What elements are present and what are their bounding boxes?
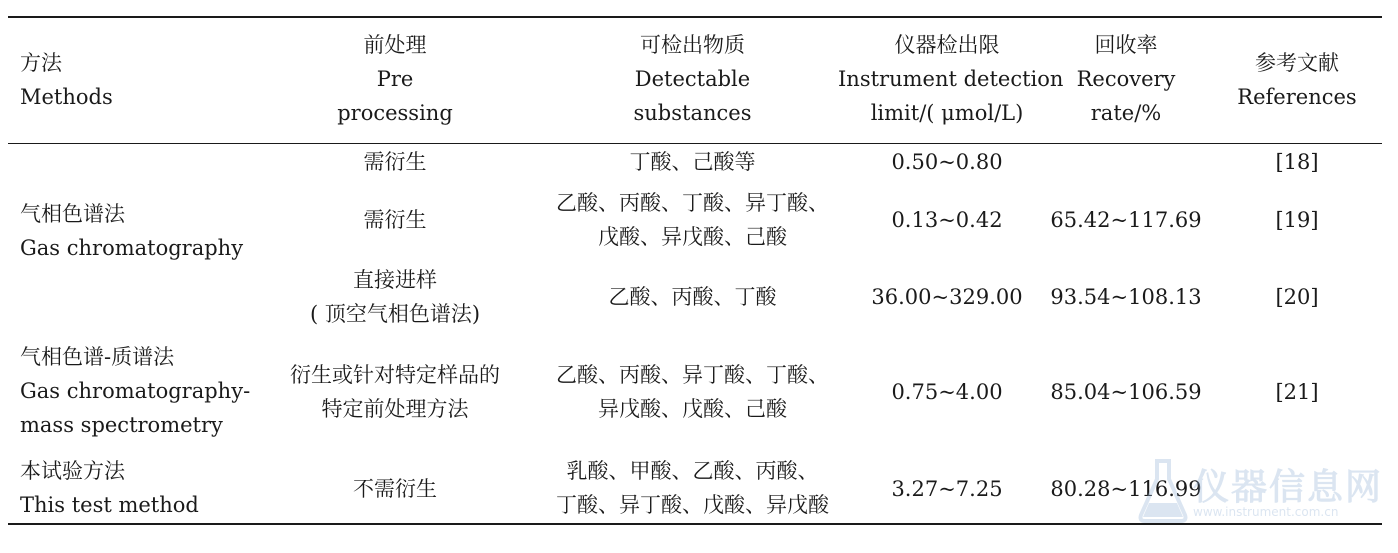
- table-row: [255, 203, 535, 237]
- row5-recovery: 80.28~116.99: [1050, 477, 1202, 501]
- table-row: [255, 263, 535, 331]
- watermark: [1135, 455, 1385, 527]
- row2-limit: 0.13~0.42: [891, 208, 1003, 232]
- row5-detect-line1: 乳酸、甲酸、乙酸、丙酸、: [566, 459, 819, 483]
- header-pre-en1: Pre: [376, 67, 414, 91]
- header-method-zh: 方法: [20, 51, 62, 75]
- table-row: [255, 145, 535, 179]
- header-pre-en2: processing: [337, 101, 453, 125]
- header-detect-en1: Detectable: [634, 67, 751, 91]
- row3-ref: [20]: [1275, 285, 1319, 309]
- watermark-text: 仪器信息网: [1193, 467, 1384, 508]
- row1-ref: [18]: [1275, 150, 1319, 174]
- row4-detect-line1: 乙酸、丙酸、异丁酸、丁酸、: [556, 363, 829, 387]
- header-refs: [1212, 46, 1382, 114]
- header-method: [20, 46, 260, 114]
- header-limit-zh: 仪器检出限: [894, 33, 1000, 57]
- table-row: [255, 472, 535, 506]
- header-recovery: [1040, 28, 1212, 130]
- row4-pre-line2: 特定前处理方法: [321, 397, 469, 421]
- row2-recovery: 65.42~117.69: [1050, 208, 1202, 232]
- table-top-rule: [8, 16, 1382, 18]
- header-limit-en2: limit/( μmol/L): [870, 101, 1024, 125]
- group-gcms-zh: 气相色谱-质谱法: [20, 345, 175, 369]
- group-gcms-en2: mass spectrometry: [20, 413, 223, 437]
- group-gcms-en1: Gas chromatography-: [20, 379, 251, 403]
- row2-detect-line1: 乙酸、丙酸、丁酸、异丁酸、: [556, 191, 829, 215]
- group-this-zh: 本试验方法: [20, 459, 125, 483]
- watermark-logo-icon: [1135, 455, 1191, 525]
- row2-detect: [540, 186, 845, 254]
- row1-detect: [540, 145, 845, 179]
- row5-limit: 3.27~7.25: [891, 477, 1003, 501]
- row4-pre-line1: 衍生或针对特定样品的: [290, 363, 500, 387]
- row5-detect: [540, 454, 845, 522]
- header-pre: [255, 28, 535, 130]
- group-gcms: [20, 340, 260, 442]
- group-this-en: This test method: [20, 493, 199, 517]
- table-row: [255, 358, 535, 426]
- header-detect-en2: substances: [633, 101, 752, 125]
- row1-detect-line1: 丁酸、己酸等: [629, 150, 756, 174]
- row3-pre-line2: ( 顶空气相色谱法): [309, 302, 481, 326]
- group-gc-en: Gas chromatography: [20, 236, 244, 260]
- row4-ref: [21]: [1275, 380, 1319, 404]
- row3-limit: 36.00~329.00: [871, 285, 1023, 309]
- header-method-en: Methods: [20, 85, 113, 109]
- group-this: [20, 454, 260, 522]
- row3-recovery: 93.54~108.13: [1050, 285, 1202, 309]
- row1-pre: 需衍生: [363, 150, 427, 174]
- row5-detect-line2: 丁酸、异丁酸、戊酸、异戊酸: [556, 493, 829, 517]
- table-header-rule: [8, 143, 1382, 144]
- row3-detect-line1: 乙酸、丙酸、丁酸: [608, 285, 777, 309]
- group-gc: [20, 197, 260, 265]
- row2-ref: [19]: [1275, 208, 1319, 232]
- row3-detect: [540, 280, 845, 314]
- row2-pre: 需衍生: [363, 208, 427, 232]
- header-limit-en1: Instrument detection: [838, 67, 1064, 91]
- row4-recovery: 85.04~106.59: [1050, 380, 1202, 404]
- group-gc-zh: 气相色谱法: [20, 202, 125, 226]
- header-refs-en: References: [1237, 85, 1357, 109]
- row2-detect-line2: 戊酸、异戊酸、己酸: [598, 225, 787, 249]
- row4-detect: [540, 358, 845, 426]
- watermark-sub: www.instrument.com.cn: [1193, 505, 1339, 519]
- header-refs-zh: 参考文献: [1255, 51, 1339, 75]
- header-pre-zh: 前处理: [363, 33, 427, 57]
- header-recovery-zh: 回收率: [1094, 33, 1158, 57]
- row1-limit: 0.50~0.80: [891, 150, 1003, 174]
- row3-pre-line1: 直接进样: [353, 268, 437, 292]
- row4-detect-line2: 异戊酸、戊酸、己酸: [598, 397, 787, 421]
- row4-limit: 0.75~4.00: [891, 380, 1003, 404]
- row5-pre: 不需衍生: [353, 477, 437, 501]
- header-limit: [838, 28, 1064, 130]
- header-recovery-en1: Recovery: [1076, 67, 1176, 91]
- header-detect-zh: 可检出物质: [640, 33, 745, 57]
- header-recovery-en2: rate/%: [1090, 101, 1162, 125]
- header-detect: [540, 28, 845, 130]
